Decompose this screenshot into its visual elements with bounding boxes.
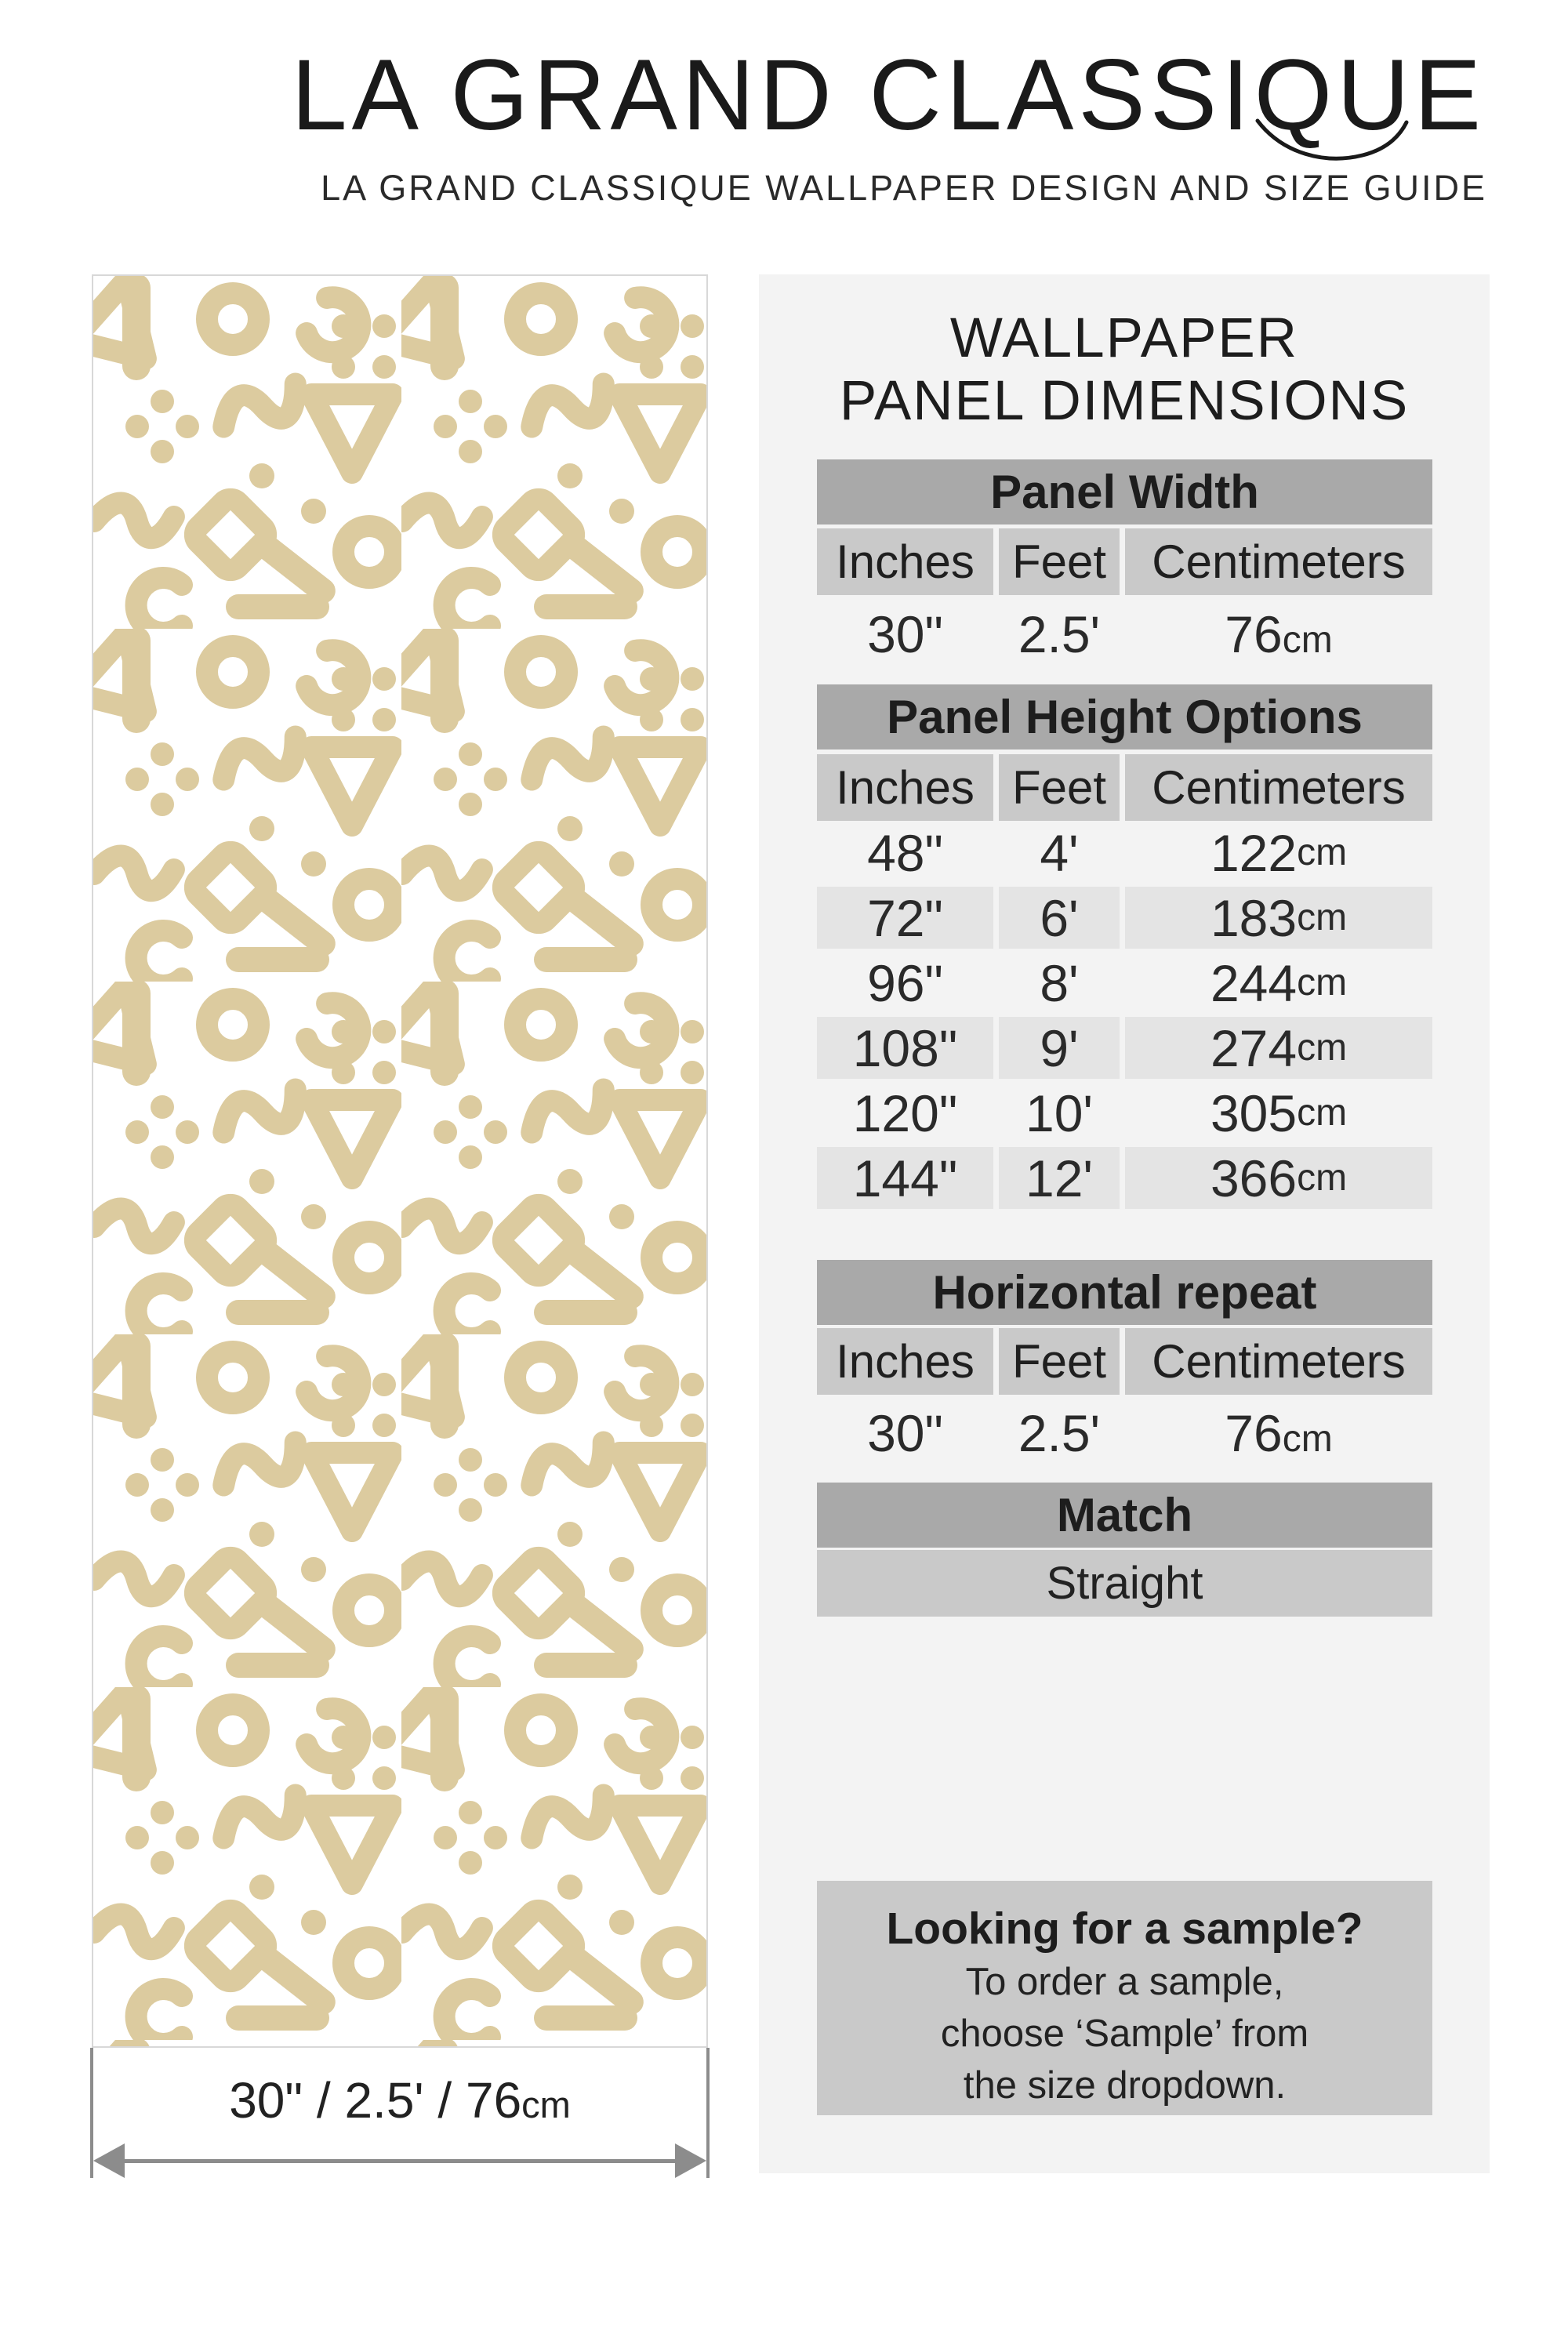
value-centimeters: 274 cm xyxy=(1125,1017,1432,1079)
page-subtitle: LA GRAND CLASSIQUE WALLPAPER DESIGN AND SIZE GUIDE xyxy=(321,168,1487,208)
value-feet: 4' xyxy=(1040,823,1079,882)
value-centimeters: 305 cm xyxy=(1210,1083,1348,1142)
value-centimeters: 244 cm xyxy=(1210,953,1348,1012)
column-header-feet: Feet xyxy=(999,1328,1120,1395)
table-row xyxy=(817,1082,1432,1144)
dimensions-heading-line2: PANEL DIMENSIONS xyxy=(839,370,1410,432)
panel-width-dimension-label xyxy=(92,2071,708,2129)
arrowhead-right-icon xyxy=(675,2143,706,2178)
width-dimension-arrow xyxy=(93,2143,706,2178)
horizontal-repeat-column-headers xyxy=(817,1328,1432,1395)
panel-width-value-row xyxy=(817,595,1432,665)
value-feet: 8' xyxy=(1040,953,1079,1012)
wallpaper-preview-panel xyxy=(92,274,708,2173)
panel-height-column-headers xyxy=(817,754,1432,821)
value-feet: 12' xyxy=(999,1147,1120,1209)
value-centimeters: 183 cm xyxy=(1125,887,1432,949)
sample-box-text-line: choose ‘Sample’ from xyxy=(940,2013,1309,2055)
sample-info-box xyxy=(817,1881,1432,2115)
value-inches: 144" xyxy=(817,1147,993,1209)
table-row xyxy=(817,952,1432,1014)
dimension-label-unit: cm xyxy=(521,2084,571,2125)
table-row xyxy=(817,822,1432,884)
horizontal-repeat-value-row xyxy=(817,1394,1432,1461)
value-inches: 30" xyxy=(867,1404,943,1462)
arrow-line xyxy=(100,2159,700,2163)
brand-title: LA GRAND CLASSIQUE xyxy=(291,39,1486,151)
dimension-label-value: 30" / 2.5' / 76 xyxy=(229,2072,522,2129)
width-dimension-area xyxy=(92,2048,708,2173)
panel-width-section-header: Panel Width xyxy=(817,459,1432,524)
panel-width-column-headers xyxy=(817,528,1432,595)
column-header-inches: Inches xyxy=(817,754,993,821)
sample-box-text-line: the size dropdown. xyxy=(963,2064,1287,2107)
column-header-centimeters: Centimeters xyxy=(1125,754,1432,821)
value-centimeters: 76 cm xyxy=(1225,1404,1333,1462)
column-header-feet: Feet xyxy=(999,528,1120,595)
column-header-feet: Feet xyxy=(999,754,1120,821)
value-inches: 120" xyxy=(852,1083,958,1142)
wallpaper-pattern-swatch xyxy=(92,274,708,2048)
column-header-centimeters: Centimeters xyxy=(1125,1328,1432,1395)
table-row xyxy=(817,1147,1432,1209)
value-centimeters: 76 cm xyxy=(1225,605,1333,663)
value-feet: 6' xyxy=(999,887,1120,949)
value-inches: 108" xyxy=(817,1017,993,1079)
value-centimeters: 122 cm xyxy=(1210,823,1348,882)
column-header-centimeters: Centimeters xyxy=(1125,528,1432,595)
panel-height-rows xyxy=(817,822,1432,1209)
match-section-header: Match xyxy=(817,1483,1432,1548)
value-inches: 30" xyxy=(867,605,943,663)
memphis-pattern-icon xyxy=(93,276,706,2046)
dimensions-panel xyxy=(759,274,1490,2173)
value-inches: 72" xyxy=(817,887,993,949)
table-row xyxy=(817,887,1432,949)
value-feet: 2.5' xyxy=(1018,605,1101,663)
value-inches: 48" xyxy=(867,823,943,882)
value-feet: 10' xyxy=(1025,1083,1093,1142)
value-feet: 9' xyxy=(999,1017,1120,1079)
value-feet: 2.5' xyxy=(1018,1404,1101,1462)
dimensions-heading xyxy=(759,307,1490,433)
table-row xyxy=(817,1017,1432,1079)
horizontal-repeat-section-header: Horizontal repeat xyxy=(817,1260,1432,1325)
sample-box-text-line: To order a sample, xyxy=(965,1961,1284,2003)
column-header-inches: Inches xyxy=(817,1328,993,1395)
value-centimeters: 366 cm xyxy=(1125,1147,1432,1209)
sample-box-title: Looking for a sample? xyxy=(886,1904,1363,1954)
match-value: Straight xyxy=(817,1550,1432,1617)
value-inches: 96" xyxy=(867,953,943,1012)
title-swash-icon xyxy=(1253,116,1421,171)
panel-height-section-header: Panel Height Options xyxy=(817,684,1432,750)
column-header-inches: Inches xyxy=(817,528,993,595)
dimensions-heading-line1: WALLPAPER xyxy=(949,307,1299,369)
